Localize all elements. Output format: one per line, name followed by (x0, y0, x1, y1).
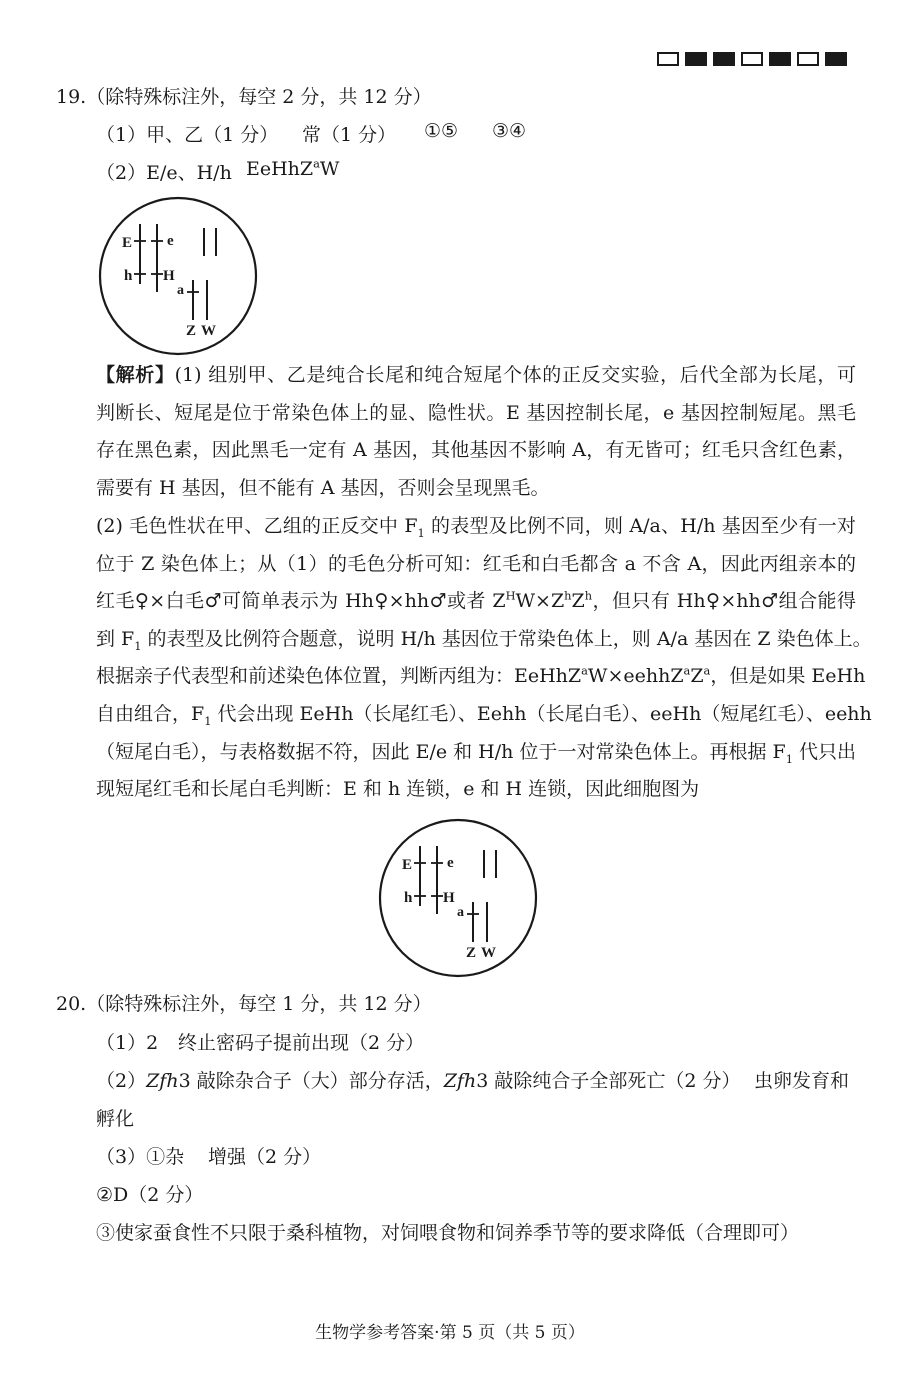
header-box (825, 52, 847, 66)
q19-part2-genotype: EeHhZ$^a$W (246, 156, 340, 180)
header-box (769, 52, 791, 66)
allele-E-label: E (122, 235, 133, 251)
q20-part3-answer4: ③使家蚕食性不只限于桑科植物，对饲喂食物和饲养季节等的要求降低（合理即可） (96, 1222, 800, 1244)
q19-analysis-part1: 【解析】(1) 组别甲、乙是纯合长尾和纯合短尾个体的正反交实验，后代全部为长尾，可 判断长、短尾是位于常染色体上的显、隐性状。E 基因控制长尾，e 基因控制短尾。黑毛 存在黑色素，因此黑毛一定有 A 基因，其他基因不影响 A，有无皆可；红毛只含红色素， 需要有 H 基因，但不能有 A 基因，否则会呈现黑毛。 (96, 364, 856, 499)
allele-a-label: a (177, 283, 184, 298)
q19-part2-label: （2）E/e、H/h (96, 162, 232, 184)
chrom-W-label: W (481, 945, 496, 961)
q19-part1-answer3: ①⑤ (424, 120, 459, 142)
analysis-tag: 【解析】 (96, 364, 175, 386)
q20-part2-answer2: 虫卵发育和 (754, 1070, 850, 1092)
allele-e-label: e (167, 233, 174, 249)
allele-H-label: H (163, 268, 175, 284)
allele-e-label: e (447, 855, 454, 871)
q19-title: 19.（除特殊标注外，每空 2 分，共 12 分） (56, 86, 432, 108)
cell-diagram-2 (376, 818, 540, 978)
allele-E-label: E (402, 857, 413, 873)
q20-part1-answer1: （1）2 (96, 1032, 159, 1054)
q20-part1-answer2: 终止密码子提前出现（2 分） (178, 1032, 425, 1054)
header-box (657, 52, 679, 66)
allele-a-label: a (457, 905, 464, 920)
q19-part1-label: （1）甲、乙（1 分） (96, 124, 279, 146)
page-footer: 生物学参考答案·第 5 页（共 5 页） (315, 1323, 585, 1343)
chrom-Z-label: Z (466, 945, 477, 961)
q20-part2-answer2-cont: 孵化 (96, 1108, 135, 1130)
q20-part3-answer2: 增强（2 分） (208, 1146, 322, 1168)
allele-h-label: h (124, 268, 133, 284)
chrom-Z-label: Z (186, 323, 197, 339)
allele-H-label: H (443, 890, 455, 906)
cell-diagram-1 (96, 196, 260, 356)
header-box-strip (657, 52, 847, 66)
q19-analysis-part2: (2) 毛色性状在甲、乙组的正反交中 $F_1$ 的表型及比例不同，则 A/a、H/h 基因至少有一对 位于 Z 染色体上；从（1）的毛色分析可知：红毛和白毛都含 a 不含 A，因此丙组亲本的 红毛♀×白毛♂可简单表示为 Hh♀×hh♂或者 $Z^HW\times Z^hZ^h$，但只有 Hh♀×hh♂组合能得 到 $F_1$ 的表型及比例符合题意，说明 H/h 基因位于常染色体上，则 A/a 基因在 Z 染色体上。 根据亲子代表型和前述染色体位置，判断丙组为：$EeHhZ^aW\times eehhZ^aZ^a$，但是如果 EeHh 自由组合，$F_1$ 代会出现 EeHh（长尾红毛）、Eehh（长尾白毛）、eeHh（短尾红毛）、eehh （短尾白毛），与表格数据不符，因此 E/e 和 H/h 位于一对常染色体上。再根据 $F_1$ 代只出 现短尾红毛和长尾白毛判断：E 和 h 连锁，e 和 H 连锁，因此细胞图为 (96, 515, 872, 801)
q20-part3-answer3: ②D（2 分） (96, 1184, 204, 1206)
header-box (685, 52, 707, 66)
q20-part2-answer1: （2）Zfh3 敲除杂合子（大）部分存活，Zfh3 敲除纯合子全部死亡（2 分） (96, 1070, 741, 1092)
header-box (797, 52, 819, 66)
chrom-W-label: W (201, 323, 216, 339)
header-box (741, 52, 763, 66)
allele-h-label: h (404, 890, 413, 906)
q20-title: 20.（除特殊标注外，每空 1 分，共 12 分） (56, 993, 432, 1015)
q20-part3-answer1: （3）①杂 (96, 1146, 185, 1168)
header-box (713, 52, 735, 66)
q19-part1-answer2: 常（1 分） (302, 124, 397, 146)
q19-part1-answer4: ③④ (492, 120, 527, 142)
